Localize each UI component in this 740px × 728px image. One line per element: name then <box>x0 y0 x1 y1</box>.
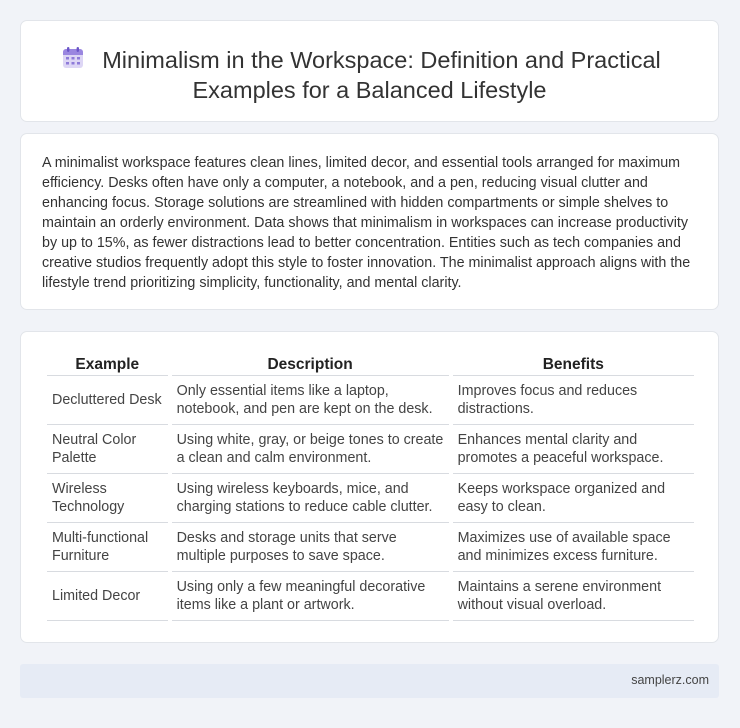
table-row <box>47 572 694 621</box>
cell-benefits: Maximizes use of available space and minimizes excess furniture. <box>453 523 694 572</box>
cell-description: Using white, gray, or beige tones to create a clean and calm environment. <box>172 425 449 474</box>
table-row <box>47 523 694 572</box>
footer-bar <box>20 664 719 698</box>
cell-description: Only essential items like a laptop, notebook, and pen are kept on the desk. <box>172 376 449 425</box>
page-title-line-1: Minimalism in the Workspace: Definition and Practical <box>102 47 661 73</box>
table-row <box>47 474 694 523</box>
cell-description: Using only a few meaningful decorative items like a plant or artwork. <box>172 572 449 621</box>
cell-benefits: Maintains a serene environment without visual overload. <box>453 572 694 621</box>
header-benefits: Benefits <box>453 354 694 376</box>
cell-example: Multi-functional Furniture <box>47 523 168 572</box>
title-card <box>20 20 719 122</box>
cell-benefits: Improves focus and reduces distractions. <box>453 376 694 425</box>
cell-description: Using wireless keyboards, mice, and charging stations to reduce cable clutter. <box>172 474 449 523</box>
table-row <box>47 376 694 425</box>
intro-paragraph: A minimalist workspace features clean lines, limited decor, and essential tools arranged for maximum efficiency. Desks often have only a computer, a notebook, and a pen, reducing visual clutter and enhancing focus. Storage solutions are streamlined with hidden compartments or simple shelves to maintain an orderly environment. Data shows that minimalism in workspaces can increase productivity by up to 15%, as fewer distractions lead to better concentration. Entities such as tech companies and creative studios frequently adopt this style to foster innovation. The minimalist approach aligns with the lifestyle trend prioritizing simplicity, functionality, and mental clarity. <box>42 155 691 291</box>
cell-example: Wireless Technology <box>47 474 168 523</box>
cell-example: Limited Decor <box>47 572 168 621</box>
cell-benefits: Enhances mental clarity and promotes a peaceful workspace. <box>453 425 694 474</box>
cell-example: Decluttered Desk <box>47 376 168 425</box>
examples-table <box>43 354 698 621</box>
cell-description: Desks and storage units that serve multiple purposes to save space. <box>172 523 449 572</box>
cell-benefits: Keeps workspace organized and easy to clean. <box>453 474 694 523</box>
page-title-line-2: Examples for a Balanced Lifestyle <box>192 77 547 103</box>
footer-site-link[interactable]: samplerz.com <box>631 673 709 687</box>
header-description: Description <box>172 354 449 376</box>
header-example: Example <box>47 354 168 376</box>
examples-table-card <box>20 331 719 643</box>
cell-example: Neutral Color Palette <box>47 425 168 474</box>
intro-card <box>20 133 719 310</box>
table-header-row <box>47 354 694 376</box>
page-title <box>21 45 718 105</box>
table-row <box>47 425 694 474</box>
